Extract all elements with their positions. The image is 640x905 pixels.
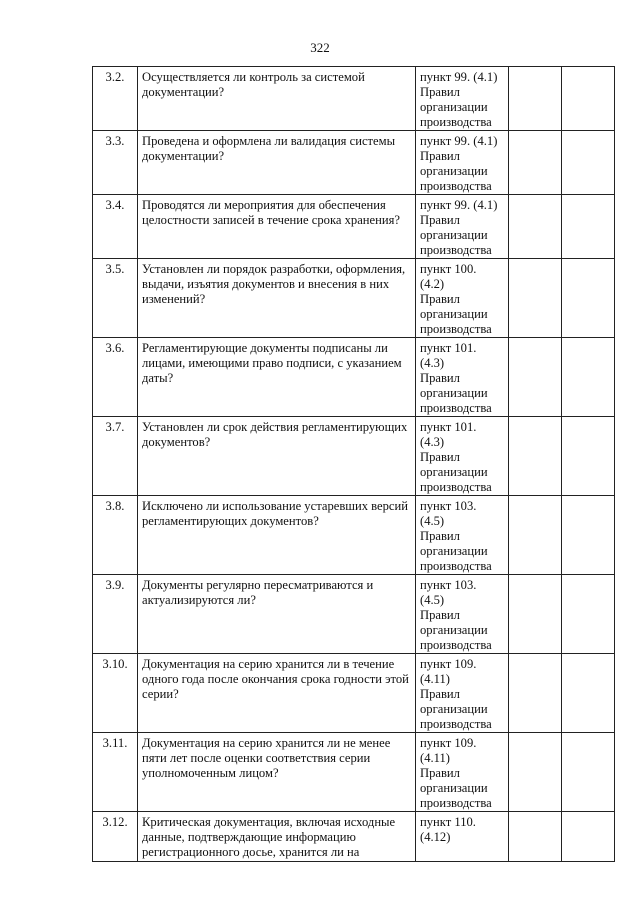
- reference-line: производства: [420, 638, 492, 652]
- row-reference: [416, 417, 509, 496]
- reference-line: производства: [420, 401, 492, 415]
- answer-cell-2: [562, 812, 615, 862]
- answer-cell-2: [562, 654, 615, 733]
- row-reference: [416, 812, 509, 862]
- row-question: Регламентирующие документы подписаны ли лицами, имеющими право подписи, с указанием даты?: [138, 338, 416, 417]
- row-number: 3.9.: [93, 575, 138, 654]
- reference-line: организации: [420, 702, 488, 716]
- row-question: Проводятся ли мероприятия для обеспечения целостности записей в течение срока хранения?: [138, 195, 416, 259]
- answer-cell-1: [509, 496, 562, 575]
- reference-line: Правил: [420, 149, 460, 163]
- reference-line: производства: [420, 796, 492, 810]
- row-number: 3.2.: [93, 67, 138, 131]
- reference-line: Правил: [420, 687, 460, 701]
- answer-cell-1: [509, 338, 562, 417]
- reference-line: Правил: [420, 213, 460, 227]
- table-row: [93, 131, 615, 195]
- reference-line: организации: [420, 386, 488, 400]
- answer-cell-2: [562, 195, 615, 259]
- reference-line: Правил: [420, 292, 460, 306]
- reference-line: (4.11): [420, 672, 450, 686]
- answer-cell-1: [509, 259, 562, 338]
- answer-cell-1: [509, 131, 562, 195]
- page-number: 322: [310, 40, 330, 55]
- reference-line: пункт 109.: [420, 736, 477, 750]
- reference-line: пункт 110.: [420, 815, 476, 829]
- row-number: 3.4.: [93, 195, 138, 259]
- reference-line: организации: [420, 228, 488, 242]
- row-reference: [416, 195, 509, 259]
- table-row: [93, 733, 615, 812]
- row-number: 3.11.: [93, 733, 138, 812]
- reference-line: пункт 101.: [420, 341, 477, 355]
- table-row: [93, 259, 615, 338]
- table-row: [93, 812, 615, 862]
- row-question: Установлен ли срок действия регламентирующих документов?: [138, 417, 416, 496]
- reference-line: производства: [420, 179, 492, 193]
- row-reference: [416, 575, 509, 654]
- row-question: Проведена и оформлена ли валидация системы документации?: [138, 131, 416, 195]
- answer-cell-2: [562, 67, 615, 131]
- row-question: Критическая документация, включая исходные данные, подтверждающие информацию регистрационного досье, хранится ли на: [138, 812, 416, 862]
- row-number: 3.7.: [93, 417, 138, 496]
- reference-line: (4.5): [420, 514, 445, 528]
- reference-line: организации: [420, 623, 488, 637]
- row-number: 3.5.: [93, 259, 138, 338]
- row-question: Исключено ли использование устаревших версий регламентирующих документов?: [138, 496, 416, 575]
- row-number: 3.12.: [93, 812, 138, 862]
- row-question: Документация на серию хранится ли не менее пяти лет после оценки соответствия серии уполномоченным лицом?: [138, 733, 416, 812]
- row-number: 3.8.: [93, 496, 138, 575]
- reference-line: производства: [420, 115, 492, 129]
- reference-line: производства: [420, 243, 492, 257]
- reference-line: пункт 109.: [420, 657, 477, 671]
- answer-cell-1: [509, 417, 562, 496]
- answer-cell-2: [562, 733, 615, 812]
- reference-line: производства: [420, 559, 492, 573]
- answer-cell-2: [562, 575, 615, 654]
- reference-line: Правил: [420, 85, 460, 99]
- answer-cell-1: [509, 575, 562, 654]
- reference-line: пункт 103.: [420, 499, 477, 513]
- row-number: 3.3.: [93, 131, 138, 195]
- answer-cell-2: [562, 338, 615, 417]
- row-reference: [416, 67, 509, 131]
- reference-line: (4.2): [420, 277, 445, 291]
- answer-cell-2: [562, 259, 615, 338]
- reference-line: пункт 101.: [420, 420, 477, 434]
- reference-line: организации: [420, 544, 488, 558]
- reference-line: Правил: [420, 371, 460, 385]
- reference-line: (4.3): [420, 435, 445, 449]
- reference-line: пункт 99. (4.1): [420, 134, 498, 148]
- row-question: Установлен ли порядок разработки, оформления, выдачи, изъятия документов и внесения в них изменений?: [138, 259, 416, 338]
- row-reference: [416, 733, 509, 812]
- row-reference: [416, 338, 509, 417]
- table-row: [93, 575, 615, 654]
- row-reference: [416, 259, 509, 338]
- reference-line: производства: [420, 480, 492, 494]
- reference-line: (4.3): [420, 356, 445, 370]
- row-question: Осуществляется ли контроль за системой документации?: [138, 67, 416, 131]
- row-question: Документация на серию хранится ли в течение одного года после окончания срока годности этой серии?: [138, 654, 416, 733]
- reference-line: организации: [420, 781, 488, 795]
- reference-line: организации: [420, 100, 488, 114]
- reference-line: пункт 99. (4.1): [420, 198, 498, 212]
- answer-cell-1: [509, 67, 562, 131]
- row-question: Документы регулярно пересматриваются и актуализируются ли?: [138, 575, 416, 654]
- reference-line: пункт 99. (4.1): [420, 70, 498, 84]
- reference-line: Правил: [420, 608, 460, 622]
- row-reference: [416, 131, 509, 195]
- row-number: 3.10.: [93, 654, 138, 733]
- table-row: [93, 338, 615, 417]
- answer-cell-1: [509, 812, 562, 862]
- reference-line: производства: [420, 322, 492, 336]
- answer-cell-1: [509, 195, 562, 259]
- row-reference: [416, 654, 509, 733]
- reference-line: производства: [420, 717, 492, 731]
- row-number: 3.6.: [93, 338, 138, 417]
- checklist-table: [92, 66, 615, 862]
- answer-cell-1: [509, 654, 562, 733]
- reference-line: пункт 100.: [420, 262, 477, 276]
- table-row: [93, 195, 615, 259]
- reference-line: организации: [420, 164, 488, 178]
- reference-line: Правил: [420, 529, 460, 543]
- answer-cell-2: [562, 417, 615, 496]
- reference-line: (4.11): [420, 751, 450, 765]
- answer-cell-2: [562, 131, 615, 195]
- answer-cell-2: [562, 496, 615, 575]
- reference-line: организации: [420, 465, 488, 479]
- table-row: [93, 496, 615, 575]
- table-row: [93, 654, 615, 733]
- reference-line: Правил: [420, 450, 460, 464]
- reference-line: (4.12): [420, 830, 451, 844]
- row-reference: [416, 496, 509, 575]
- reference-line: (4.5): [420, 593, 445, 607]
- reference-line: пункт 103.: [420, 578, 477, 592]
- table-row: [93, 67, 615, 131]
- answer-cell-1: [509, 733, 562, 812]
- table-row: [93, 417, 615, 496]
- reference-line: Правил: [420, 766, 460, 780]
- reference-line: организации: [420, 307, 488, 321]
